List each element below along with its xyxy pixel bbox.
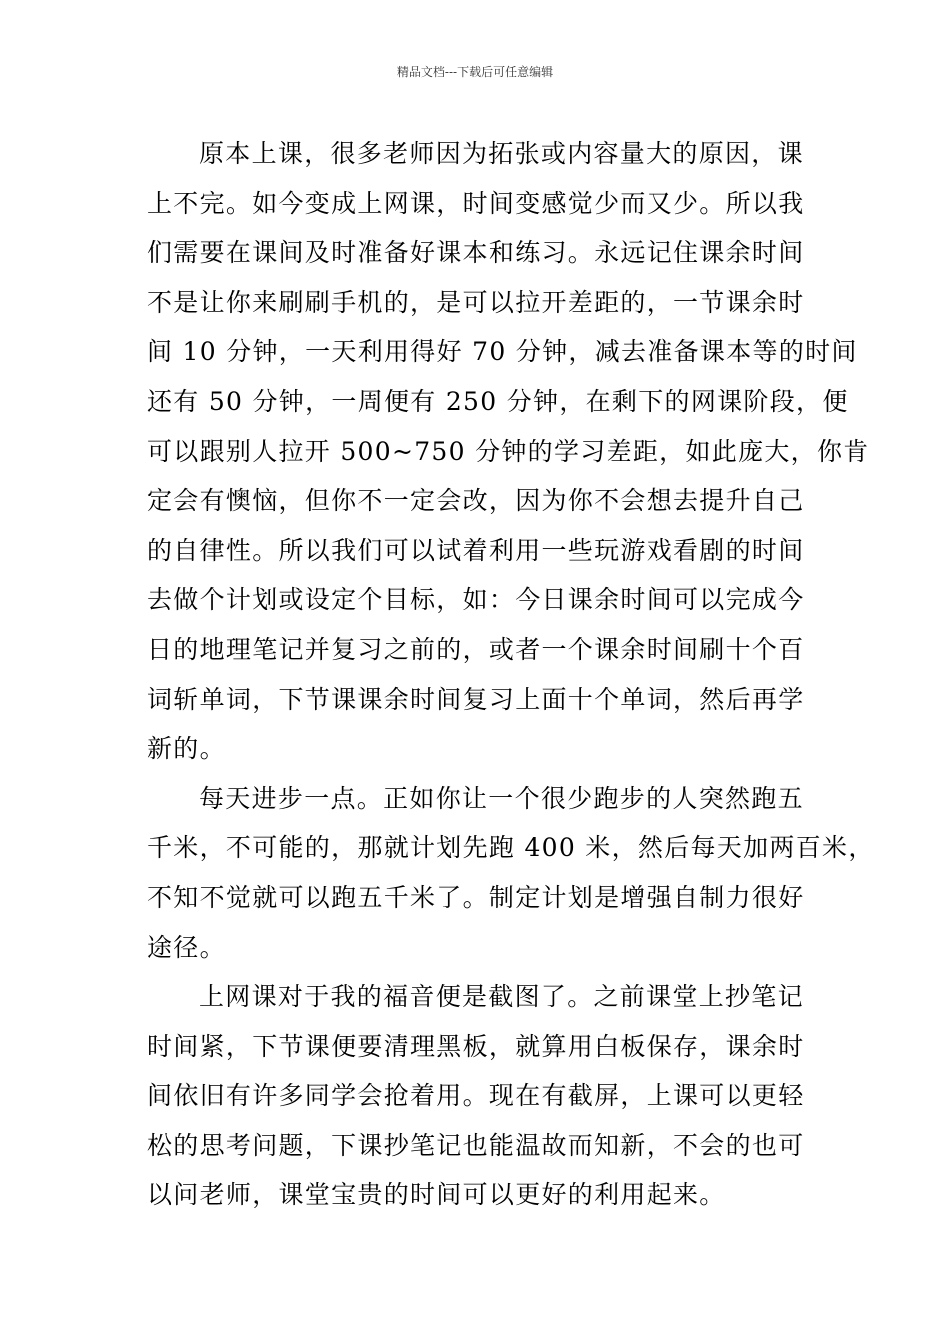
text-line: 去做个计划或设定个目标，如：今日课余时间可以完成今	[147, 585, 805, 615]
text-line: 原本上课，很多老师因为拓张或内容量大的原因，课	[199, 139, 804, 168]
page-header: 精品文档---下载后可任意编辑	[396, 65, 554, 79]
text-line: 日的地理笔记并复习之前的，或者一个课余时间刷十个百	[147, 634, 805, 664]
text-line: 不是让你来刷刷手机的，是可以拉开差距的，一节课余时	[147, 287, 805, 317]
paragraph-2	[147, 774, 875, 972]
text-line: 不知不觉就可以跑五千米了。制定计划是增强自制力很好	[147, 882, 805, 912]
document-body	[147, 129, 875, 1220]
paragraph-3	[147, 972, 815, 1220]
text-line: 们需要在课间及时准备好课本和练习。永远记住课余时间	[147, 238, 805, 268]
text-line: 间 10 分钟，一天利用得好 70 分钟，减去准备课本等的时间	[147, 337, 858, 367]
text-line: 新的。	[147, 734, 226, 764]
text-line: 定会有懊恼，但你不一定会改，因为你不会想去提升自己	[147, 486, 805, 516]
text-line: 每天进步一点。正如你让一个很少跑步的人突然跑五	[199, 783, 804, 813]
text-line: 千米，不可能的，那就计划先跑 400 米，然后每天加两百米，	[147, 833, 875, 863]
text-line: 松的思考问题，下课抄笔记也能温故而知新，不会的也可	[147, 1130, 805, 1160]
text-line: 还有 50 分钟，一周便有 250 分钟，在剩下的网课阶段，便	[147, 386, 849, 416]
text-line: 可以跟别人拉开 500~750 分钟的学习差距，如此庞大，你肯	[147, 436, 870, 466]
text-line: 间依旧有许多同学会抢着用。现在有截屏，上课可以更轻	[147, 1081, 805, 1111]
text-line: 途径。	[147, 932, 226, 962]
text-line: 上不完。如今变成上网课，时间变感觉少而又少。所以我	[147, 188, 805, 218]
text-line: 以问老师，课堂宝贵的时间可以更好的利用起来。	[147, 1180, 726, 1210]
text-line: 上网课对于我的福音便是截图了。之前课堂上抄笔记	[199, 982, 804, 1012]
text-line: 词斩单词，下节课课余时间复习上面十个单词，然后再学	[147, 684, 805, 714]
text-line: 时间紧，下节课便要清理黑板，就算用白板保存，课余时	[147, 1031, 805, 1061]
text-line: 的自律性。所以我们可以试着利用一些玩游戏看剧的时间	[147, 535, 805, 565]
paragraph-1	[147, 129, 870, 774]
